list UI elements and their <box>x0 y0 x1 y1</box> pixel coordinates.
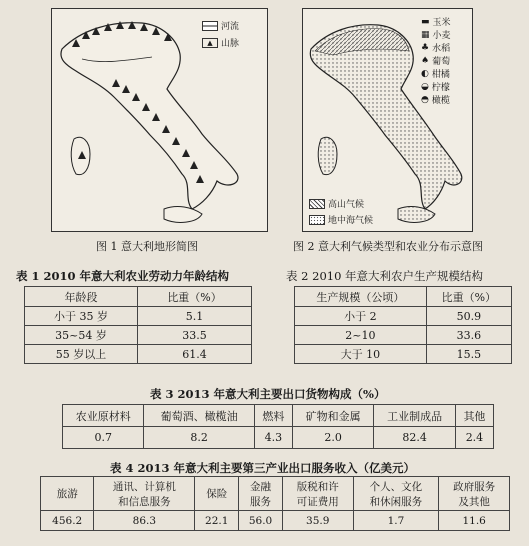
mediterranean-climate-icon <box>309 215 325 225</box>
fig2-climate-legend <box>309 197 373 226</box>
table4-cell: 456.2 <box>41 511 94 531</box>
table4-header: 版税和许 可证费用 <box>282 477 353 511</box>
table3-header: 矿物和金属 <box>292 405 373 427</box>
terrain-map-figure <box>51 8 268 232</box>
sicily-outline <box>398 207 435 223</box>
table3-cell: 8.2 <box>144 427 254 449</box>
table3-header: 工业制成品 <box>374 405 455 427</box>
table3-header: 葡萄酒、橄榄油 <box>144 405 254 427</box>
table4-cell: 1.7 <box>353 511 439 531</box>
table2 <box>294 286 512 364</box>
table3-cell: 2.4 <box>455 427 493 449</box>
legend-citrus: ◐ 柑橘 <box>421 68 450 80</box>
table4 <box>40 476 510 531</box>
table4-header: 通讯、计算机 和信息服务 <box>94 477 195 511</box>
table1-title: 表 1 2010 年意大利农业劳动力年龄结构 <box>16 269 230 283</box>
table4-header: 政府服务 及其他 <box>439 477 510 511</box>
river-icon <box>202 21 218 31</box>
table3-header: 农业原材料 <box>63 405 144 427</box>
table4-cell: 86.3 <box>94 511 195 531</box>
table2-header: 生产规模（公顷） <box>295 287 427 307</box>
fig1-legend <box>202 19 239 49</box>
table1-cell: 小于 35 岁 <box>25 307 138 326</box>
table3-cell: 2.0 <box>292 427 373 449</box>
legend-mountain: ▲ 山脉 <box>202 36 239 49</box>
table2-title: 表 2 2010 年意大利农户生产规模结构 <box>286 269 484 283</box>
table1-cell: 5.1 <box>138 307 252 326</box>
table2-cell: 小于 2 <box>295 307 427 326</box>
table1-header: 年龄段 <box>25 287 138 307</box>
legend-wheat: ▦ 小麦 <box>421 29 451 41</box>
alpine-climate-icon <box>309 199 325 209</box>
table2-cell: 50.9 <box>426 307 511 326</box>
table3-cell: 0.7 <box>63 427 144 449</box>
table3-header: 燃料 <box>254 405 292 427</box>
table2-cell: 33.6 <box>426 326 511 345</box>
table1-cell: 33.5 <box>138 326 252 345</box>
citrus-icon: ◐ <box>421 68 429 79</box>
table2-header: 比重（%） <box>426 287 511 307</box>
sardinia-outline <box>318 137 337 174</box>
legend-rice: ♣ 水稻 <box>421 42 451 54</box>
mountain-icon: ▲ <box>202 38 218 48</box>
table3-cell: 4.3 <box>254 427 292 449</box>
olive-icon: ◓ <box>421 94 429 105</box>
wheat-icon: ▦ <box>421 29 430 40</box>
legend-river: 河流 <box>202 19 239 32</box>
table4-cell: 56.0 <box>239 511 283 531</box>
table3-header: 其他 <box>455 405 493 427</box>
fig1-caption: 图 1 意大利地形简图 <box>96 240 198 253</box>
table1-cell: 61.4 <box>138 345 252 364</box>
legend-alpine-climate: 高山气候 <box>309 197 373 210</box>
table3-title: 表 3 2013 年意大利主要出口货物构成（%） <box>150 387 386 401</box>
table4-cell: 11.6 <box>439 511 510 531</box>
table2-cell: 大于 10 <box>295 345 427 364</box>
corn-icon: ▬ <box>421 16 430 27</box>
table3 <box>62 404 494 449</box>
table1-cell: 55 岁以上 <box>25 345 138 364</box>
climate-agriculture-map-figure <box>302 8 473 232</box>
fig2-crop-legend <box>421 15 451 106</box>
table4-cell: 35.9 <box>282 511 353 531</box>
table1 <box>24 286 252 364</box>
table4-header: 旅游 <box>41 477 94 511</box>
table2-cell: 15.5 <box>426 345 511 364</box>
table3-cell: 82.4 <box>374 427 455 449</box>
fig2-caption: 图 2 意大利气候类型和农业分布示意图 <box>293 240 483 253</box>
lemon-icon: ◒ <box>421 81 429 92</box>
rice-icon: ♣ <box>421 42 430 53</box>
table4-header: 个人、文化 和休闲服务 <box>353 477 439 511</box>
table1-header: 比重（%） <box>138 287 252 307</box>
table2-cell: 2~10 <box>295 326 427 345</box>
grape-icon: ♠ <box>421 55 430 66</box>
sicily-outline <box>164 207 202 223</box>
legend-mediterranean-climate: 地中海气候 <box>309 213 373 226</box>
legend-grape: ♠ 葡萄 <box>421 55 451 67</box>
legend-corn: ▬ 玉米 <box>421 16 451 28</box>
table4-header: 保险 <box>195 477 239 511</box>
italy-outline <box>61 23 238 209</box>
legend-lemon: ◒ 柠檬 <box>421 81 450 93</box>
table4-title: 表 4 2013 年意大利主要第三产业出口服务收入（亿美元） <box>110 461 416 475</box>
legend-olive: ◓ 橄榄 <box>421 94 450 106</box>
table4-cell: 22.1 <box>195 511 239 531</box>
table1-cell: 35~54 岁 <box>25 326 138 345</box>
table4-header: 金融 服务 <box>239 477 283 511</box>
